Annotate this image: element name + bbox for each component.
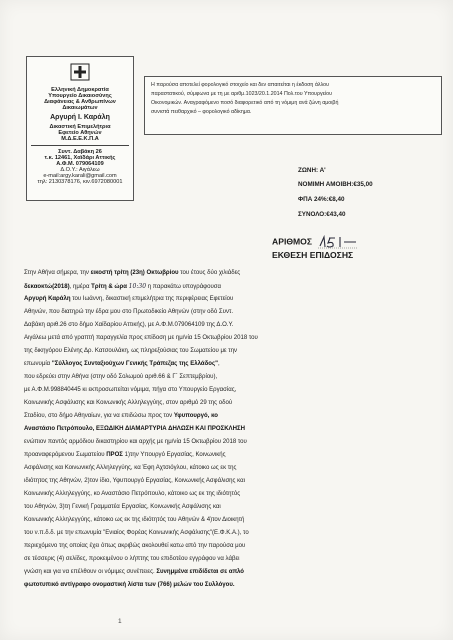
legal-fee: ΝΟΜΙΜΗ ΑΜΟΙΒΗ:€35,00 xyxy=(298,181,373,188)
divider xyxy=(31,145,129,146)
body-line: Κοινωνικής Αλληλεγγύης, κάτοικο ως εκ της ιδιότητός του Αθηνών & 4)τον Διοικητή xyxy=(24,517,245,523)
letterhead xyxy=(26,56,134,201)
body-line: Αναστάσιο Πετρόπουλο, ΕΞΩΔΙΚΗ ΔΙΑΜΑΡΤΥΡΙΑ ΔΗΛΩΣΗ ΚΑΙ ΠΡΟΣΚΛΗΣΗ xyxy=(24,426,245,432)
body-line: Στην Αθήνα σήμερα, την εικοστή τρίτη (23η) Οκτωβρίου του έτους δύο χιλιάδες xyxy=(24,270,241,276)
body-line: Κοινωνικής Αλληλεγγύης, κο Αναστάσιο Πετρόπουλο, κάτοικο ως εκ της ιδιότητός xyxy=(24,491,241,497)
officer-name: Αργυρή Ι. Καράλη xyxy=(50,114,110,121)
contact-line: τ.κ. 12461, Χαϊδάρι Αττικής xyxy=(44,155,116,161)
body-line: δεκαοκτώ(2018), ημέρα Τρίτη & ώρα 10:30 η παρακάτω υπογράφουσα xyxy=(24,283,222,290)
contact-line: Συντ. Δαβάκη 26 xyxy=(58,149,102,155)
body-line: Αθηνών, που διατηρώ την έδρα μου στο Πρωτοδικείο Αθηνών (στην οδό Συντ. xyxy=(24,309,234,315)
greek-emblem-icon xyxy=(70,63,90,81)
body-line: επωνυμία "Σύλλογος Συνταξιούχων Γενικής Τράπεζας της Ελλάδος", xyxy=(24,361,220,367)
body-line: Σταδίου, στο δήμο Αθηναίων, για να επιδώσω προς τον Υφυπουργό, κο xyxy=(24,413,218,419)
handwritten-number xyxy=(316,235,360,249)
body-line: προαναφερόμενου Σωματείου ΠΡΟΣ 1)την Υπουργό Εργασίας, Κοινωνικής xyxy=(24,452,226,458)
notice-line: Οικονομικών. Αναγραφόμενο ποσό διαφορετικό από τη νόμιμη ανά ζώνη αμοιβή xyxy=(151,100,339,106)
page-number: 1 xyxy=(118,618,122,625)
body-line: Αιγάλεω μετά από γραπτή παραγγελία προς επίδοση με ημ/νία 15 Οκτωβρίου 2018 του xyxy=(24,335,258,341)
body-line: ενώπιον παντός αρμόδιου δικαστηρίου και αρχής με ημ/νία 15 Οκτωβρίου 2018 του xyxy=(24,439,247,445)
notice-line: συνιστά πειθαρχικό – φορολογικό αδίκημα. xyxy=(151,109,252,115)
total-amount: ΣΥΝΟΛΟ:€43,40 xyxy=(298,211,346,218)
body-line: του ν.π.δ.δ. με την επωνυμία "Ενιαίος Φορέας Κοινωνικής Ασφάλισης"(Ε.Φ.Κ.Α.), το xyxy=(24,530,249,536)
body-line: με Α.Φ.Μ.998840445 κι εκπροσωπείται νόμιμα, πήγα στο Υπουργείο Εργασίας, xyxy=(24,387,237,393)
body-line: ιδιότητος της Αθηνών, 2)τον ίδιο, Υφυπουργό Εργασίας, Κοινωνικής Ασφάλισης και xyxy=(24,478,245,484)
body-line: φωτοτυπικό αντίγραφο ονομαστική λίστα των (766) μελών του Συλλόγου. xyxy=(24,582,235,588)
contact-line: Δ.Ο.Υ.: Αιγάλεω xyxy=(60,167,100,173)
document-title: ΕΚΘΕΣΗ ΕΠΙΔΟΣΗΣ xyxy=(272,250,354,260)
letterhead-line: Υπουργείο Δικαιοσύνης xyxy=(48,93,112,99)
vat-amount: ΦΠΑ 24%:€8,40 xyxy=(298,196,345,203)
contact-line: Α.Φ.Μ. 079064109 xyxy=(56,161,104,167)
body-line: που εδρεύει στην Αθήνα (στην οδό Σολωμού αριθ.66 & Γ΄ Σεπτεμβρίου), xyxy=(24,374,218,380)
contact-email: e-mail:argy.karali@gmail.com xyxy=(43,173,117,179)
body-line: περιεχόμενο της οποίας έχει όπως ακριβώς ακολουθεί κατω από την παρούσα μου xyxy=(24,543,246,549)
zone-label: ΖΩΝΗ: Α' xyxy=(298,167,326,174)
body-line: της δικηγόρου Ελένης Δρ. Κατσουλάκη, ως πληρεξούσιας του Σωματείου με την xyxy=(24,348,238,354)
notice-line: Η παρούσα αποτελεί φορολογικό στοιχείο και δεν απαιτείται η έκδοση άλλου xyxy=(151,82,329,88)
letterhead-line: Δικαιωμάτων xyxy=(62,105,98,111)
body-line: γνώση και για να επέλθουν οι νόμιμες συνέπειες. Συνημμένα επιδίδεται σε απλό xyxy=(24,569,244,575)
document-number xyxy=(272,235,360,249)
body-line: Κοινωνικής Ασφάλισης και Κοινωνικής Αλληλεγγύης, στον αριθμό 29 της οδού xyxy=(24,400,233,406)
document-number-label: ΑΡΙΘΜΟΣ xyxy=(272,236,313,247)
body-line: του Αθηνών, 3)τη Γενική Γραμματέα Εργασίας, Κοινωνικής Ασφάλισης και xyxy=(24,504,221,510)
letterhead-line: Ελληνική Δημοκρατία xyxy=(51,87,109,93)
association-code: Μ.Δ.Ε.Ε.Κ.Π.Α xyxy=(61,136,99,142)
contact-phone: τηλ: 2130378176, κιν.6972080001 xyxy=(37,179,123,185)
court-name: Εφετείο Αθηνών xyxy=(58,130,102,136)
body-line: σε τέσσερις (4) σελίδες, προκειμένου ο λήπτης του επιδοτέου εγγράφου να λάβει xyxy=(24,556,240,562)
body-line: Αργυρή Καράλη του Ιωάννη, δικαστική επιμελήτρια της περιφέρειας Εφετείου xyxy=(24,296,234,302)
tax-notice-box xyxy=(144,76,442,135)
officer-title: Δικαστική Επιμελήτρια xyxy=(49,124,111,130)
body-line: Ασφάλισης και Κοινωνικής Αλληλεγγύης, κα Έφη Αχτσιόγλου, κάτοικο ως εκ της xyxy=(24,465,237,471)
notice-line: παραστατικού, σύμφωνα με τη με αριθμ.1023/20.1.2014 Πολ.του Υπουργείου xyxy=(151,91,332,97)
body-line: Δαβάκη αριθ.26 στο δήμο Χαϊδαρίου Αττικής), με Α.Φ.Μ.079064109 της Δ.Ο.Υ. xyxy=(24,322,234,328)
letterhead-line: Διαφάνειας & Ανθρωπίνων xyxy=(44,99,116,105)
